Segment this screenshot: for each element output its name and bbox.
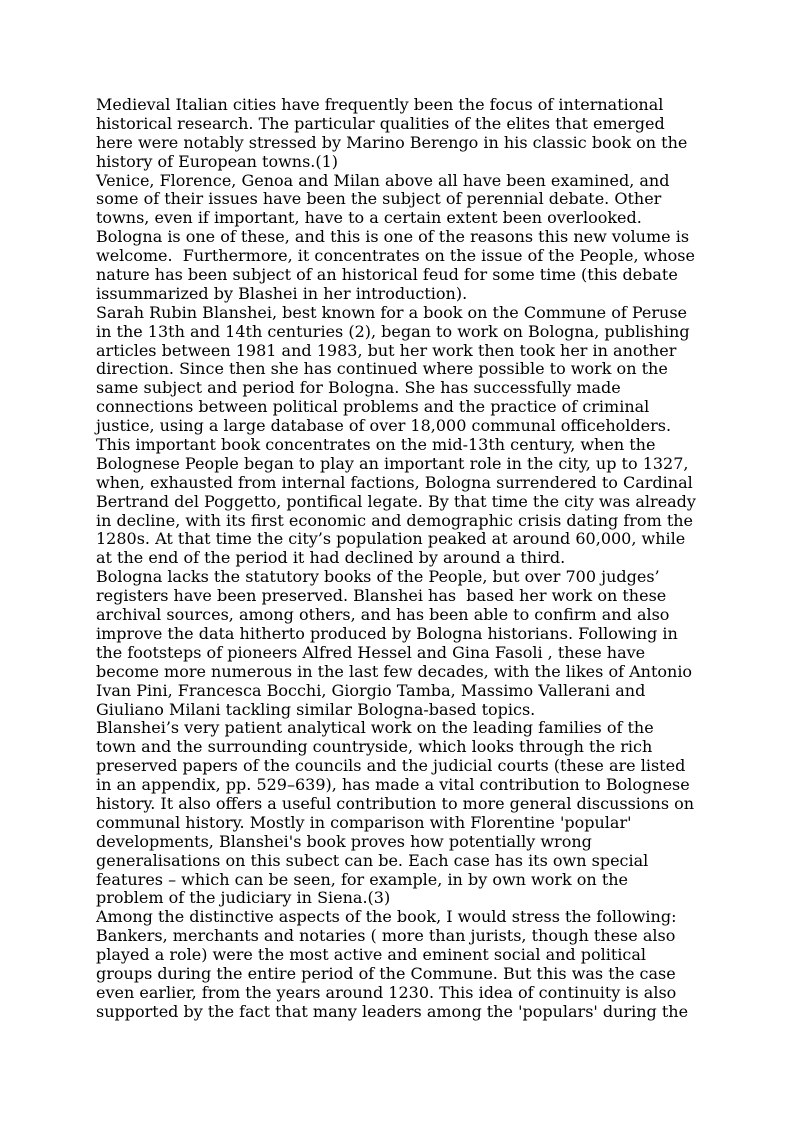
text-line: at the end of the period it had declined by around a third. [96, 548, 566, 568]
text-line: history of European towns.(1) [96, 151, 339, 171]
text-line: become more numerous in the last few decades, with the likes of Antonio [96, 661, 693, 681]
text-line: towns, even if important, have to a certain extent been overlooked. [96, 208, 642, 228]
text-line: groups during the entire period of the Commune. But this was the case [96, 963, 676, 983]
text-line: Among the distinctive aspects of the book, I would stress the following: [96, 907, 677, 927]
text-line: communal history. Mostly in comparison with Florentine 'popular' [96, 812, 632, 832]
text-line: direction. Since then she has continued where possible to work on the [96, 359, 668, 379]
text-line: registers have been preserved. Blanshei has based her work on these [96, 586, 667, 606]
text-line: features – which can be seen, for example, in by own work on the [96, 869, 629, 889]
text-line: articles between 1981 and 1983, but her work then took her in another [96, 340, 677, 360]
text-line: Medieval Italian cities have frequently been the focus of international [96, 95, 664, 114]
text-line: historical research. The particular qualities of the elites that emerged [96, 113, 665, 133]
text-line: even earlier, from the years around 1230. This idea of continuity is also [96, 982, 677, 1002]
text-line: here were notably stressed by Marino Berengo in his classic book on the [96, 132, 688, 152]
text-line: generalisations on this subect can be. Each case has its own special [96, 850, 649, 870]
text-line: in the 13th and 14th centuries (2), began to work on Bologna, publishing [96, 321, 690, 341]
text-line: Bertrand del Poggetto, pontifical legate. By that time the city was already [96, 491, 696, 511]
text-line: in decline, with its first economic and demographic crisis dating from the [96, 510, 694, 530]
text-line: Giuliano Milani tackling similar Bologna-based topics. [96, 699, 536, 719]
text-line: justice, using a large database of over 18,000 communal officeholders. [96, 416, 672, 436]
text-line: the footsteps of pioneers Alfred Hessel and Gina Fasoli , these have [96, 642, 646, 662]
text-line: archival sources, among others, and has been able to confirm and also [96, 605, 670, 625]
text-line: preserved papers of the councils and the judicial courts (these are listed [96, 756, 686, 776]
text-line: This important book concentrates on the mid-13th century, when the [96, 435, 656, 455]
text-line: developments, Blanshei's book proves how potentially wrong [96, 831, 592, 851]
text-line: Ivan Pini, Francesca Bocchi, Giorgio Tamba, Massimo Vallerani and [96, 680, 646, 700]
text-line: Venice, Florence, Genoa and Milan above all have been examined, and [96, 170, 670, 190]
text-line: supported by the fact that many leaders among the 'populars' during the [96, 1001, 689, 1021]
text-line: when, exhausted from internal factions, Bologna surrendered to Cardinal [96, 472, 693, 492]
text-line: Bankers, merchants and notaries ( more than jurists, though these also [96, 926, 676, 946]
text-line: Bolognese People began to play an important role in the city, up to 1327, [96, 453, 689, 473]
text-line: 1280s. At that time the city’s population peaked at around 60,000, while [96, 529, 686, 549]
text-line: improve the data hitherto produced by Bologna historians. Following in [96, 623, 678, 643]
text-line: in an appendix, pp. 529–639), has made a vital contribution to Bolognese [96, 775, 690, 795]
text-line: issummarized by Blashei in her introduction). [96, 283, 468, 303]
text-line: nature has been subject of an historical feud for some time (this debate [96, 265, 678, 285]
text-line: town and the surrounding countryside, which looks through the rich [96, 737, 653, 757]
text-line: Blanshei’s very patient analytical work on the leading families of the [96, 718, 654, 738]
text-line: Bologna is one of these, and this is one of the reasons this new volume is [96, 227, 690, 247]
body-text [96, 96, 708, 1022]
text-line: problem of the judiciary in Siena.(3) [96, 888, 391, 908]
text-line: Bologna lacks the statutory books of the People, but over 700 judges’ [96, 567, 660, 587]
text-line: played a role) were the most active and eminent social and political [96, 945, 647, 965]
text-line: connections between political problems and the practice of criminal [96, 397, 650, 417]
text-line: welcome. Furthermore, it concentrates on the issue of the People, whose [96, 246, 695, 266]
text-line: Sarah Rubin Blanshei, best known for a book on the Commune of Peruse [96, 302, 688, 322]
text-line: same subject and period for Bologna. She has successfully made [96, 378, 621, 398]
text-line: history. It also offers a useful contribution to more general discussions on [96, 793, 695, 813]
text-line: some of their issues have been the subject of perennial debate. Other [96, 189, 662, 209]
